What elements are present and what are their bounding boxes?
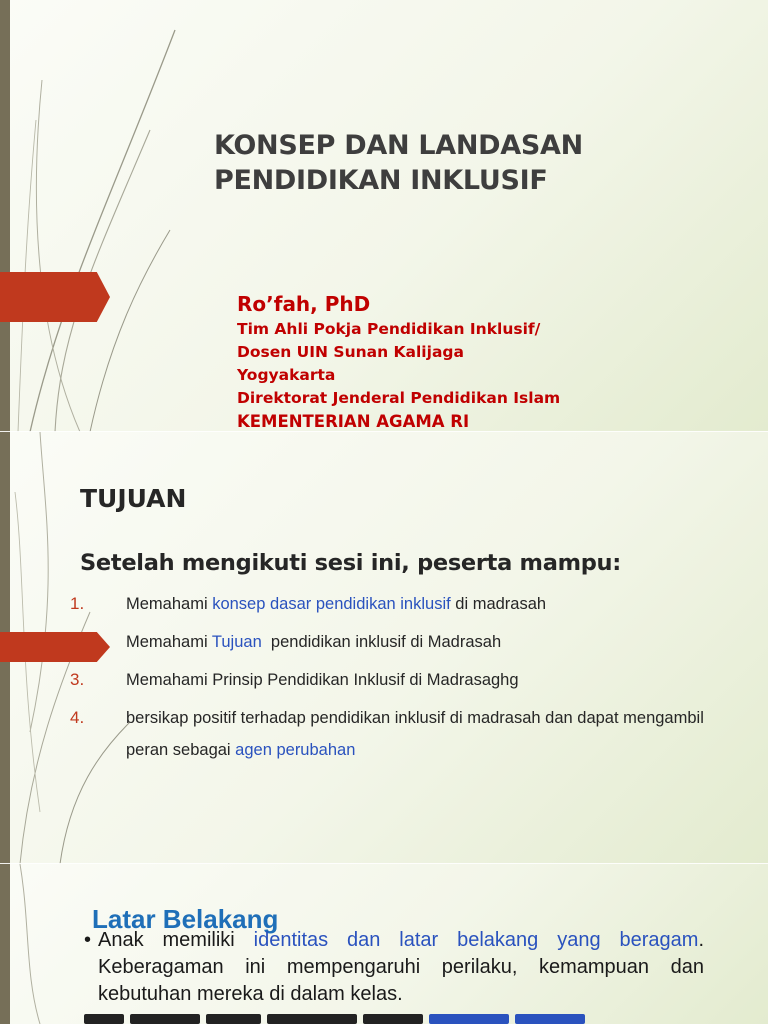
title-line-1: KONSEP DAN LANDASAN — [214, 130, 583, 161]
bullet-text: Anak memiliki identitas dan latar belakang yang beragam. Keberagaman ini mempengaruhi perilaku, kemampuan dan kebutuhan mereka di dalam kelas. — [98, 929, 704, 1005]
slide-title — [0, 0, 768, 432]
vine-decoration — [0, 0, 200, 432]
item-number: 3. — [70, 670, 85, 689]
item-text: Memahami Prinsip Pendidikan Inklusif di Madrasaghg — [126, 671, 519, 689]
slide-title-text — [214, 128, 583, 198]
arrow-marker — [0, 272, 110, 322]
left-bar — [0, 864, 10, 1024]
slide-tujuan — [0, 432, 768, 864]
highlight-text: agen perubahan — [235, 741, 356, 759]
item-number: 4. — [70, 708, 85, 727]
affiliation-line: Direktorat Jenderal Pendidikan Islam — [237, 389, 561, 407]
item-text: bersikap positif terhadap pendidikan inklusif di madrasah dan dapat mengambil peran sebagai agen perubahan — [126, 709, 704, 759]
bullet-icon: • — [84, 929, 92, 951]
highlight-text: konsep dasar pendidikan inklusif — [212, 595, 451, 613]
cropped-text-line — [84, 1014, 704, 1024]
affiliation-line: Tim Ahli Pokja Pendidikan Inklusif/ — [237, 320, 541, 338]
slide-latar-belakang — [0, 864, 768, 1024]
list-item — [70, 664, 710, 696]
item-number: 1. — [70, 594, 85, 613]
left-bar — [0, 0, 10, 432]
affiliation-line: Yogyakarta — [237, 366, 336, 384]
author-name: Ro’fah, PhD — [237, 292, 371, 316]
objectives-list — [70, 588, 710, 766]
section-title: Latar Belakang — [92, 904, 279, 934]
highlight-text: identitas dan latar belakang yang beragam — [253, 929, 699, 951]
list-item — [70, 588, 710, 620]
title-line-2: PENDIDIKAN INKLUSIF — [214, 165, 548, 196]
list-item — [70, 702, 710, 766]
section-subheading: Setelah mengikuti sesi ini, peserta mampu: — [80, 550, 621, 576]
author-block — [237, 290, 560, 432]
list-item — [70, 626, 710, 658]
section-heading: TUJUAN — [80, 484, 187, 513]
affiliation-line: Dosen UIN Sunan Kalijaga — [237, 343, 464, 361]
affiliation-line: KEMENTERIAN AGAMA RI — [237, 412, 470, 431]
highlight-text: Tujuan — [211, 633, 262, 651]
item-text: Memahami konsep dasar pendidikan inklusif di madrasah — [126, 595, 547, 613]
bullet-item — [84, 927, 704, 1008]
item-text: Memahami Tujuan pendidikan inklusif di Madrasah — [126, 633, 502, 651]
